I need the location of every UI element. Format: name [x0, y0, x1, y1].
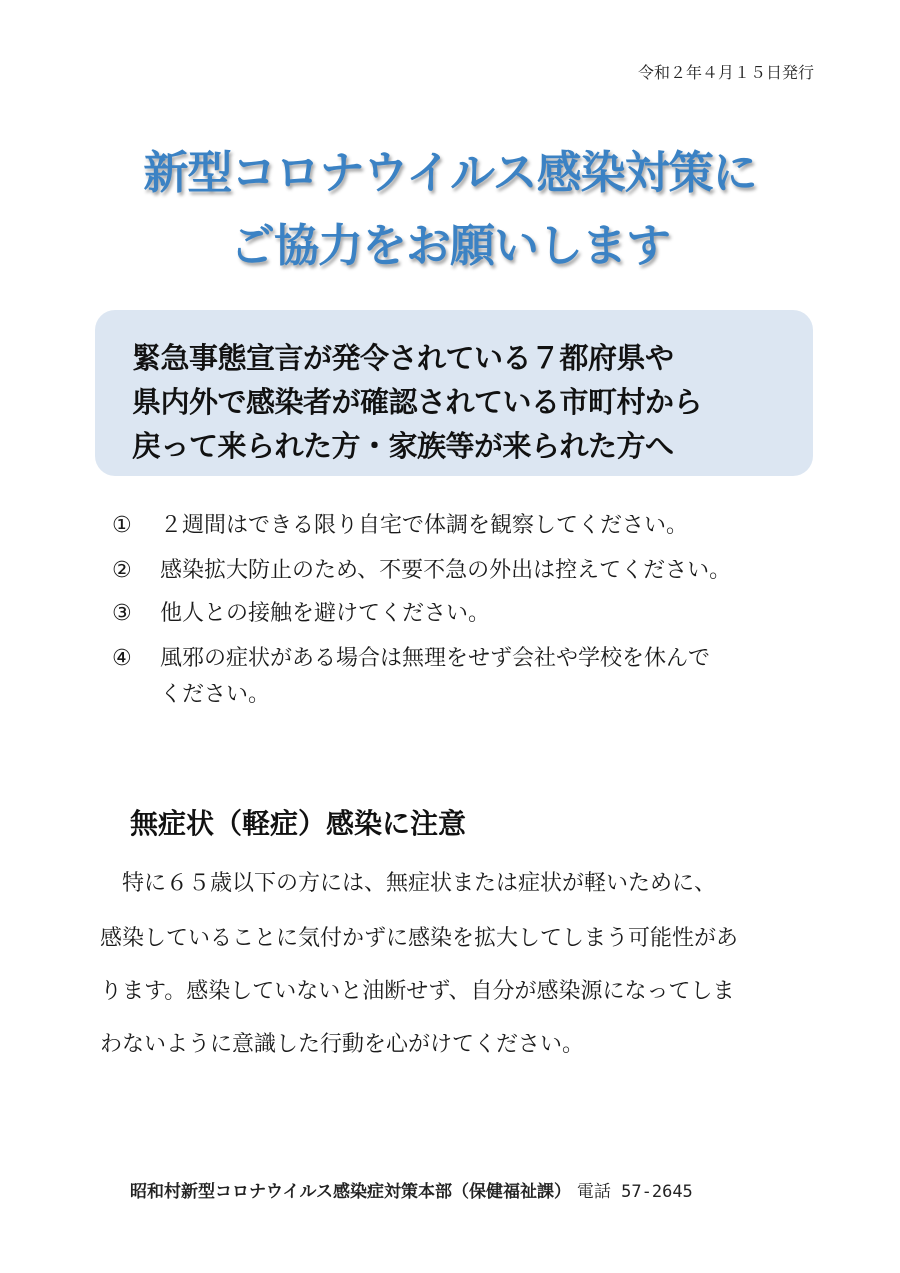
footer-phone: 電話 57-2645	[576, 1182, 693, 1202]
list-item-text: 風邪の症状がある場合は無理をせず会社や学校を休んで	[160, 646, 711, 671]
list-item-number: ④	[112, 646, 132, 671]
list-item-number: ③	[112, 601, 132, 626]
paragraph-line-4: わないように意識した行動を心がけてください。	[100, 1032, 585, 1057]
callout-line-3: 戻って来られた方・家族等が来られた方へ	[132, 429, 674, 463]
footer-department: 昭和村新型コロナウイルス感染症対策本部（保健福祉課）	[130, 1182, 571, 1202]
list-item-continuation: ください。	[160, 682, 271, 707]
issue-date: 令和２年４月１５日発行	[637, 63, 814, 82]
list-item	[112, 508, 688, 539]
section-heading: 無症状（軽症）感染に注意	[130, 807, 467, 840]
paragraph-line-2: 感染していることに気付かずに感染を拡大してしまう可能性があ	[100, 926, 739, 951]
callout-line-2: 県内外で感染者が確認されている市町村から	[132, 385, 703, 419]
footer-contact	[130, 1177, 693, 1202]
list-item-number: ①	[112, 513, 132, 538]
paragraph-line-1: 特に６５歳以下の方には、無症状または症状が軽いために、	[100, 871, 717, 896]
list-item	[112, 641, 710, 672]
list-item-text: 感染拡大防止のため、不要不急の外出は控えてください。	[160, 558, 732, 583]
page-title-line-2: ご協力をお願いします	[229, 219, 670, 272]
target-audience-callout	[95, 310, 813, 476]
page-title-line-1: 新型コロナウイルス感染対策に	[143, 146, 757, 199]
list-item	[112, 553, 731, 584]
list-item-number: ②	[112, 558, 132, 583]
list-item	[112, 596, 490, 627]
list-item-text: ２週間はできる限り自宅で体調を観察してください。	[160, 513, 689, 538]
paragraph-line-3: ります。感染していないと油断せず、自分が感染源になってしま	[100, 979, 735, 1004]
callout-line-1: 緊急事態宣言が発令されている７都府県や	[132, 341, 674, 375]
list-item-text: 他人との接触を避けてください。	[160, 601, 491, 626]
